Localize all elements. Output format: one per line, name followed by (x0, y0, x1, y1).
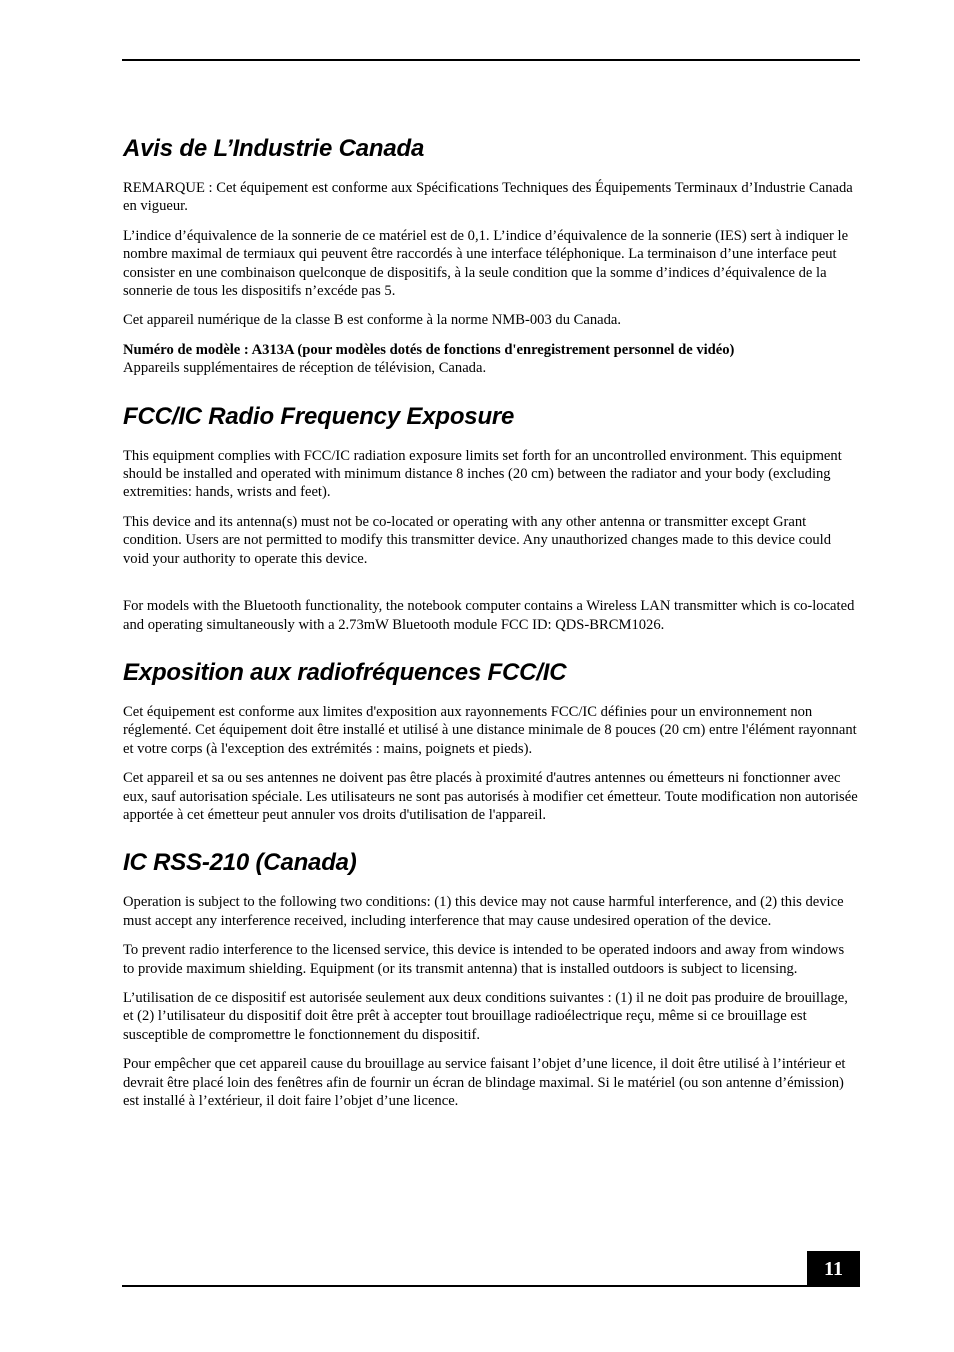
paragraph: Pour empêcher que cet appareil cause du brouillage au service faisant l’objet d’une licence, il doit être utilisé à l’intérieur et devrait être placé loin des fenêtres afin de fournir un écran de blindage maximal. Si le matériel (ou son antenne d’émission) est installé à l’extérieur, il doit faire l’objet d’une licence. (123, 1056, 846, 1109)
paragraph: Cet appareil numérique de la classe B est conforme à la norme NMB-003 du Canada. (123, 312, 622, 329)
paragraph: Cet équipement est conforme aux limites d'exposition aux rayonnements FCC/IC définies pour un environnement non réglementé. Cet équipement doit être installé et utilisé à une distance minimale de 8 pouces (20 cm) entre l'élément rayonnant et votre corps (à l'exception des extrémités : mains, poignets et pieds). (123, 703, 857, 757)
footer-rule (122, 1285, 860, 1287)
paragraph: This device and its antenna(s) must not be co-located or operating with any other antenna or transmitter except Grant condition. Users are not permitted to modify this transmitter device. Any unauthorized changes made to this device could void your authority to operate this device. (123, 513, 832, 567)
model-number-paragraph (123, 341, 859, 378)
paragraph: L’utilisation de ce dispositif est autorisée seulement aux deux conditions suivantes : (1) il ne doit pas produire de brouillage, et (2) l’utilisateur du dispositif doit être prêt à accepter tout brouillage radioélectrique reçu, même si ce brouillage est susceptible de compromettre le fonctionnement du dispositif. (123, 989, 848, 1043)
heading-exposition: Exposition aux radiofréquences FCC/IC (123, 658, 567, 686)
heading-ic-rss-210: IC RSS-210 (Canada) (123, 849, 357, 877)
paragraph: To prevent radio interference to the licensed service, this device is intended to be operated indoors and away from windows to provide maximum shielding. Equipment (or its transmit antenna) that is installed outdoors is subject to licensing. (123, 942, 845, 977)
page-content (123, 132, 859, 1121)
paragraph: REMARQUE : Cet équipement est conforme aux Spécifications Techniques des Équipements Terminaux d’Industrie Canada en vigueur. (123, 180, 853, 215)
page-number: 11 (807, 1251, 860, 1287)
heading-fcc-ic-exposure: FCC/IC Radio Frequency Exposure (123, 402, 515, 430)
paragraph: Operation is subject to the following two conditions: (1) this device may not cause harmful interference, and (2) this device must accept any interference received, including interference that may cause undesired operation of the device. (123, 894, 844, 929)
heading-industrie-canada: Avis de L’Industrie Canada (123, 135, 425, 162)
paragraph: This equipment complies with FCC/IC radiation exposure limits set forth for an uncontrolled environment. This equipment should be installed and operated with minimum distance 8 inches (20 cm) between the radiator and your body (excluding extremities: hands, wrists and feet). (123, 447, 842, 501)
paragraph: Cet appareil et sa ou ses antennes ne doivent pas être placés à proximité d'autres antennes ou émetteurs ni fonctionner avec eux, sauf autorisation spéciale. Les utilisateurs ne sont pas autorisés à modifier cet émetteur. Toute modification non autorisée apportée à cet émetteur peut annuler vos droits d'utilisation de l'appareil. (123, 770, 858, 823)
paragraph: L’indice d’équivalence de la sonnerie de ce matériel est de 0,1. L’indice d’équivalence de la sonnerie (IES) sert à indiquer le nombre maximal de termiaux qui peuvent être raccordés à une interface téléphonique. La terminaison d’une interface peut consister en une combinaison quelconque de dispositifs, à la seule condition que la somme d’indices d’équivalence de la sonnerie de tous les dispositifs n’excéde pas 5. (123, 227, 849, 300)
model-number-label: Numéro de modèle : A313A (pour modèles dotés de fonctions d'enregistrement personnel de vidéo) (123, 341, 735, 358)
header-rule (122, 59, 860, 61)
model-number-description: Appareils supplémentaires de réception de télévision, Canada. (123, 360, 487, 377)
paragraph: For models with the Bluetooth functionality, the notebook computer contains a Wireless LAN transmitter which is co-located and operating simultaneously with a 2.73mW Bluetooth module FCC ID: QDS-BRCM1026. (123, 598, 855, 633)
